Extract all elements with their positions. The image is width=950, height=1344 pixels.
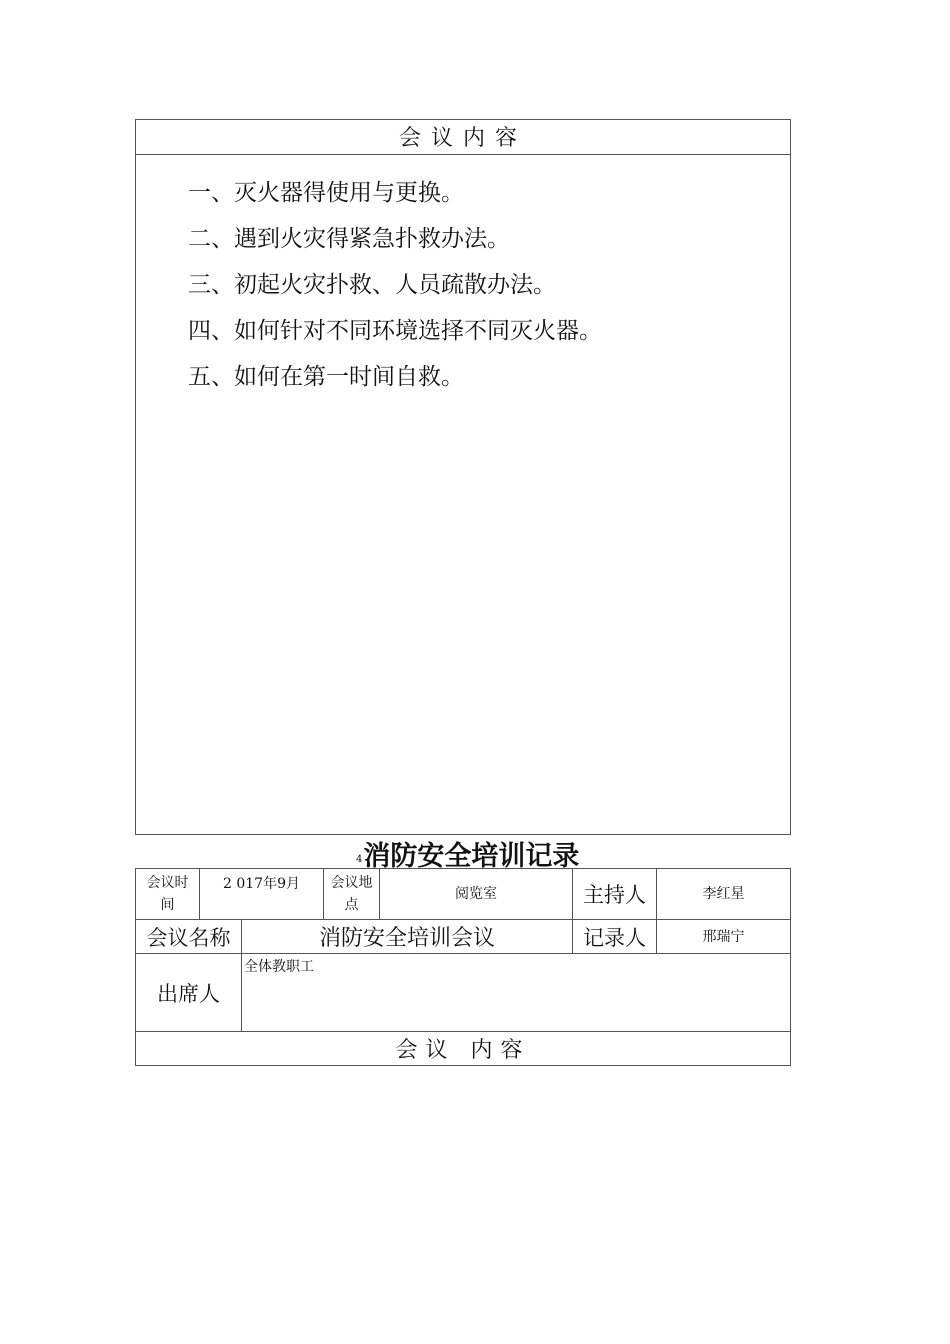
list-item: 一、灭火器得使用与更换。 [188, 180, 464, 206]
list-item: 四、如何针对不同环境选择不同灭火器。 [188, 318, 602, 344]
name-label: 会议名称 [135, 919, 242, 954]
recorder-value: 邢瑞宁 [656, 919, 791, 954]
time-label: 会议时间 [135, 868, 200, 920]
list-item: 五、如何在第一时间自救。 [188, 364, 464, 390]
attendees-value: 全体教职工 [241, 953, 791, 1032]
list-item: 二、遇到火灾得紧急扑救办法。 [188, 226, 510, 252]
location-value: 阅览室 [379, 868, 573, 920]
title-mark: 4 [356, 853, 363, 865]
list-item: 三、初起火灾扑救、人员疏散办法。 [188, 272, 556, 298]
time-value: 2 017年9月 [199, 868, 324, 920]
recorder-label: 记录人 [572, 919, 657, 954]
content-list [188, 170, 602, 400]
title-text: 消防安全培训记录 [363, 840, 580, 872]
name-value: 消防安全培训会议 [241, 919, 573, 954]
content-header-bottom: 会议 内容 [135, 1031, 791, 1066]
page-title [356, 836, 616, 870]
host-value: 李红星 [656, 868, 791, 920]
host-label: 主持人 [572, 868, 657, 920]
attendees-label: 出席人 [135, 953, 242, 1032]
content-header: 会议内容 [135, 119, 791, 155]
location-label: 会议地点 [323, 868, 380, 920]
